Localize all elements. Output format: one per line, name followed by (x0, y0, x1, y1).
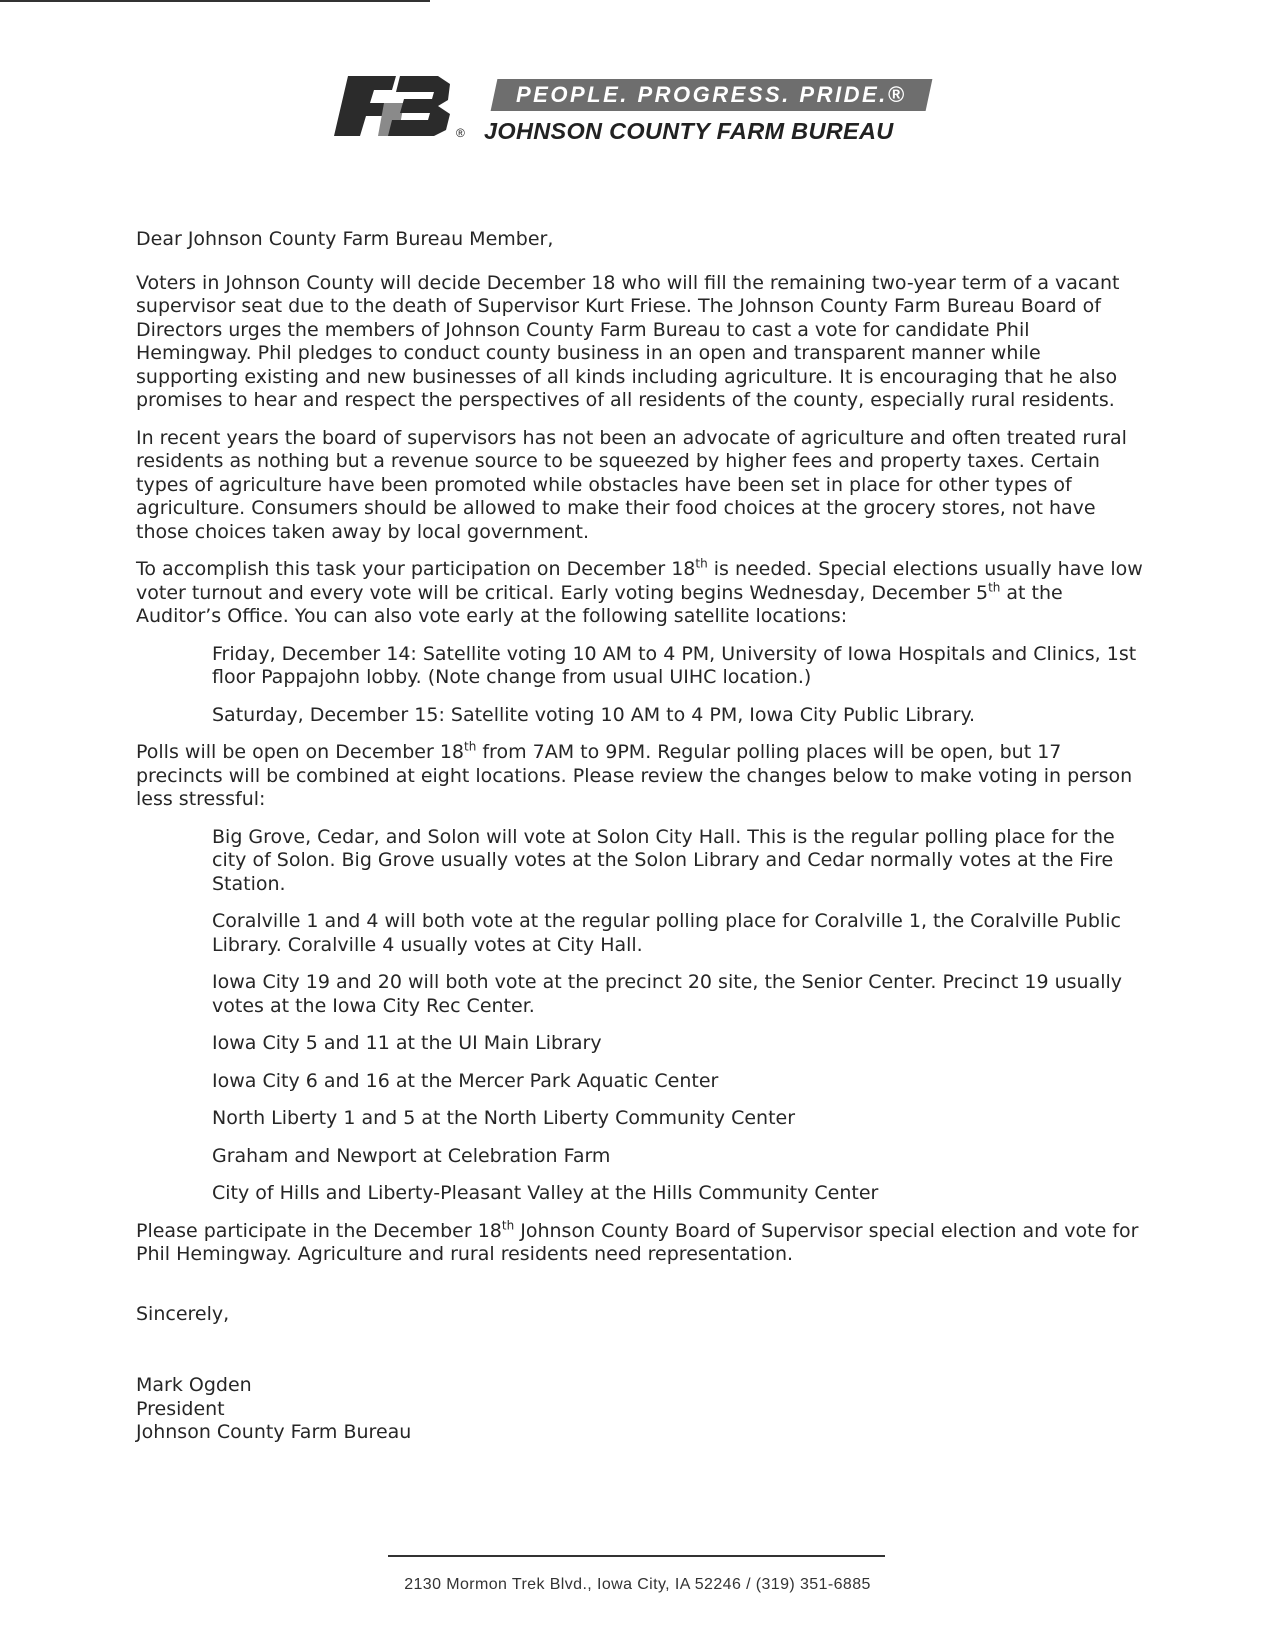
signer-name: Mark Ogden (136, 1374, 252, 1396)
paragraph-polls: Polls will be open on December 18th from 7AM to 9PM. Regular polling places will be open, but 17 precincts will be combined at eight locations. Please review the changes below to make voting in person less stressful: (136, 739, 1133, 810)
letter-body (136, 228, 1146, 1445)
precinct-item: Iowa City 6 and 16 at the Mercer Park Aquatic Center (212, 1069, 719, 1092)
closing: Sincerely, (136, 1302, 230, 1325)
salutation: Dear Johnson County Farm Bureau Member, (136, 228, 554, 250)
paragraph-background: In recent years the board of supervisors has not been an advocate of agriculture and often treated rural residents as nothing but a revenue source to be squeezed by higher fees and property taxes. Certain types of agriculture have been promoted while obstacles have been set in place for other types of agriculture. Consumers should be allowed to make their food choices at the grocery stores, not have those choices taken away by local government. (136, 426, 1127, 543)
signer-organization: Johnson County Farm Bureau (136, 1421, 412, 1443)
footer-rule (388, 1555, 885, 1557)
signer-title: President (136, 1397, 225, 1420)
precinct-item: Graham and Newport at Celebration Farm (212, 1144, 611, 1167)
footer-address: 2130 Mormon Trek Blvd., Iowa City, IA 52246 / (319) 351-6885 (404, 1576, 871, 1593)
satellite-location: Friday, December 14: Satellite voting 10 AM to 4 PM, University of Iowa Hospitals and Clinics, 1st floor Pappajohn lobby. (Note change from usual UIHC location.) (212, 642, 1137, 688)
tagline-banner (491, 79, 933, 111)
precinct-item: Iowa City 5 and 11 at the UI Main Library (212, 1032, 602, 1054)
registered-mark: ® (456, 126, 465, 140)
precinct-item: North Liberty 1 and 5 at the North Liberty Community Center (212, 1107, 796, 1129)
precinct-item: Coralville 1 and 4 will both vote at the regular polling place for Coralville 1, the Coralville Public Library. Coralville 4 usually votes at City Hall. (212, 910, 1121, 956)
paragraph-early-voting: To accomplish this task your participation on December 18th is needed. Special elections usually have low voter turnout and every vote will be critical. Early voting begins Wednesday, December 5th at the Auditor’s Office. You can also vote early at the following satellite locations: (136, 556, 1143, 627)
signature-block (136, 1374, 1146, 1445)
letterhead (334, 76, 954, 146)
organization-name: JOHNSON COUNTY FARM BUREAU (484, 118, 894, 144)
paragraph-call-to-action: Please participate in the December 18th Johnson County Board of Supervisor special election and vote for Phil Hemingway. Agriculture and rural residents need representation. (136, 1218, 1139, 1265)
precinct-item: Big Grove, Cedar, and Solon will vote at Solon City Hall. This is the regular polling place for the city of Solon. Big Grove usually votes at the Solon Library and Cedar normally votes at the Fire Station. (212, 825, 1115, 895)
paragraph-endorsement: Voters in Johnson County will decide December 18 who will fill the remaining two-year term of a vacant supervisor seat due to the death of Supervisor Kurt Friese. The Johnson County Farm Bureau Board of Directors urges the members of Johnson County Farm Bureau to cast a vote for candidate Phil Hemingway. Phil pledges to conduct county business in an open and transparent manner while supporting existing and new businesses of all kinds including agriculture. It is encouraging that he also promises to hear and respect the perspectives of all residents of the county, especially rural residents. (136, 271, 1120, 411)
satellite-location: Saturday, December 15: Satellite voting 10 AM to 4 PM, Iowa City Public Library. (212, 703, 976, 726)
tagline-text: PEOPLE. PROGRESS. PRIDE.® (516, 82, 907, 107)
precinct-item: City of Hills and Liberty-Pleasant Valley at the Hills Community Center (212, 1182, 879, 1204)
top-rule (0, 0, 430, 2)
farm-bureau-fb-logo-icon (334, 76, 464, 138)
precinct-item: Iowa City 19 and 20 will both vote at the precinct 20 site, the Senior Center. Precinct 19 usually votes at the Iowa City Rec Center. (212, 971, 1123, 1017)
